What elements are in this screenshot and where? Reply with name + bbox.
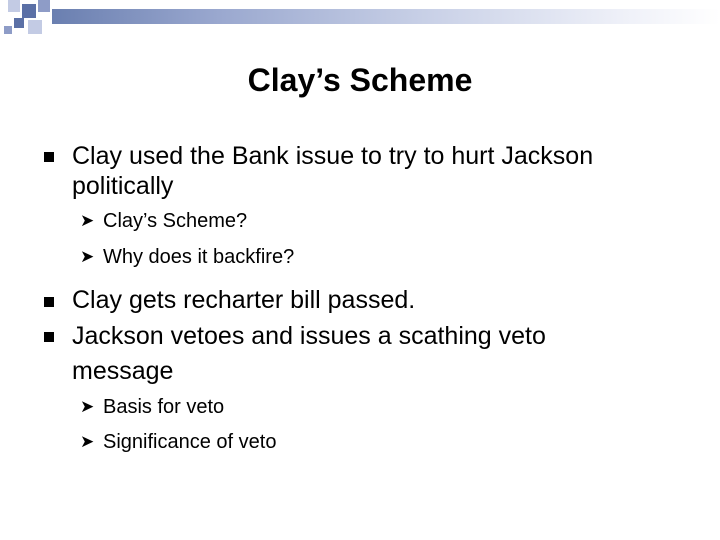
header-square: [8, 0, 20, 12]
square-bullet-icon: [44, 332, 54, 342]
square-bullet-icon: [44, 152, 54, 162]
header-decoration: [0, 0, 720, 40]
bullet-text: Clay used the Bank issue to try to hurt Jackson: [72, 142, 594, 170]
bullet-text: politically: [72, 172, 174, 200]
header-square: [28, 20, 42, 34]
sub-bullet-text: Significance of veto: [103, 431, 277, 453]
header-square: [14, 18, 24, 28]
sub-bullet-text: Why does it backfire?: [103, 246, 295, 268]
sub-bullet-text: Basis for veto: [103, 396, 225, 418]
header-gradient-bar: [52, 9, 720, 24]
arrowhead-bullet-icon: ➤: [80, 397, 95, 416]
header-square: [22, 4, 36, 18]
square-bullet-icon: [44, 297, 54, 307]
arrowhead-bullet-icon: ➤: [80, 432, 95, 451]
arrowhead-bullet-icon: ➤: [80, 247, 95, 266]
slide-title: Clay’s Scheme: [247, 62, 473, 98]
bullet-text: Jackson vetoes and issues a scathing veto: [72, 322, 546, 350]
bullet-text: message: [72, 357, 174, 385]
bullet-text: Clay gets recharter bill passed.: [72, 286, 416, 314]
header-square: [4, 26, 12, 34]
header-square: [38, 0, 50, 12]
arrowhead-bullet-icon: ➤: [80, 211, 95, 230]
sub-bullet-text: Clay’s Scheme?: [103, 210, 248, 232]
